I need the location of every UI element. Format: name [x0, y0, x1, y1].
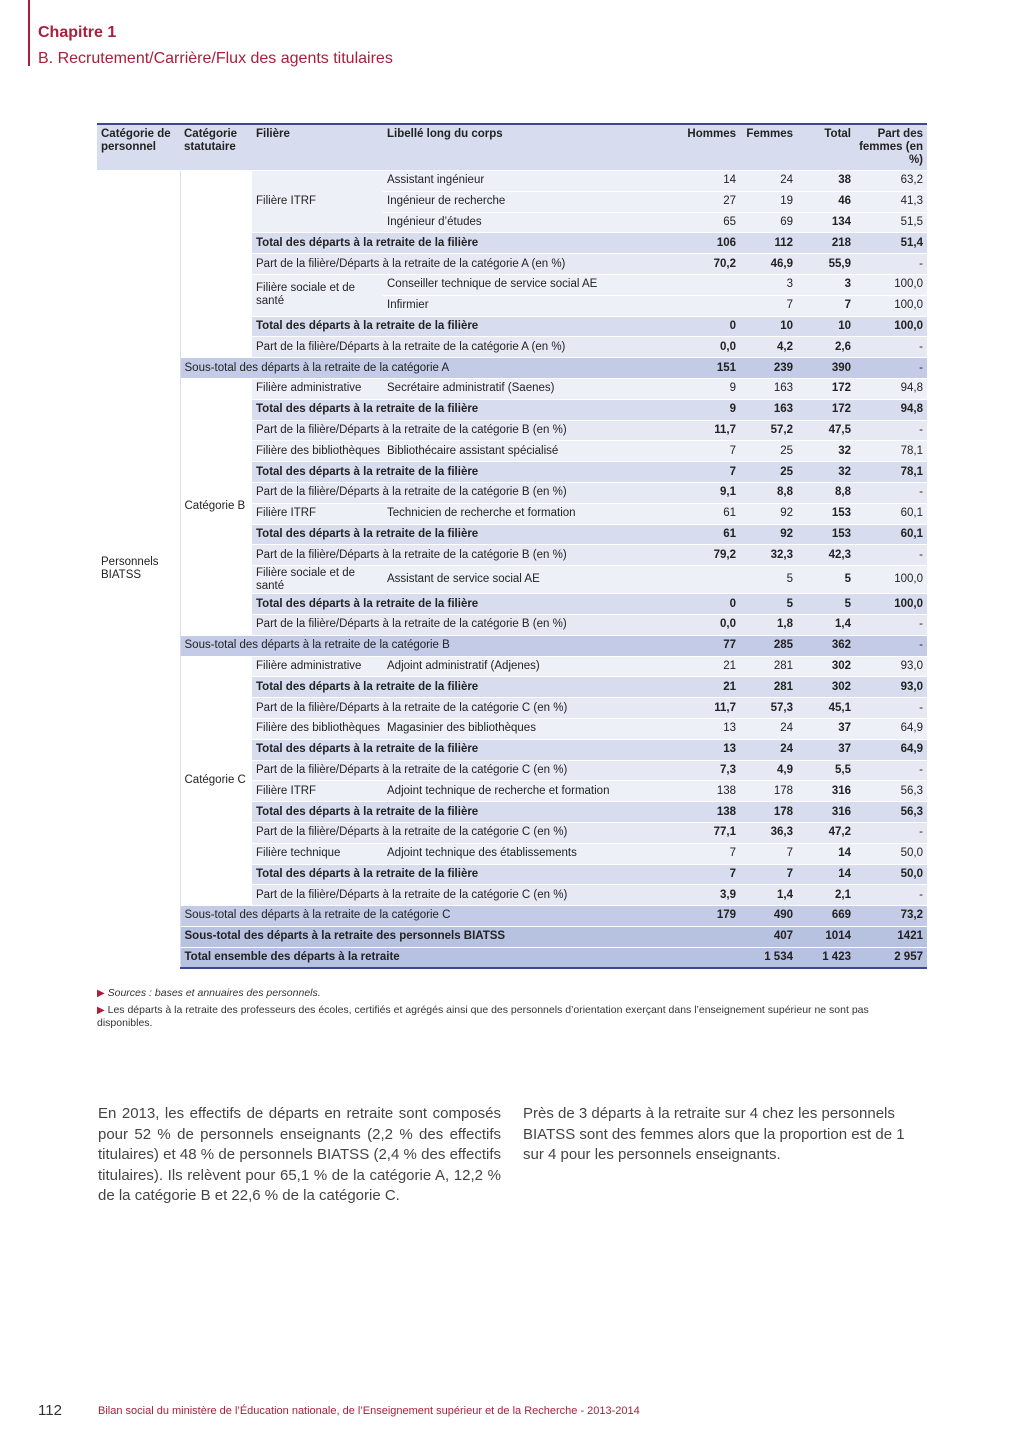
section-title: B. Recrutement/Carrière/Flux des agents titulaires [38, 50, 393, 67]
filiere-cell: Filière ITRF [252, 171, 383, 233]
table-row: Catégorie B Filière administrative Secrétaire administratif (Saenes) 9 163 172 94,8 [97, 378, 927, 399]
filiere-total-row: Total des départs à la retraite de la filière 0 5 5 100,0 [97, 594, 927, 615]
filiere-total-row: Total des départs à la retraite de la filière 9 163 172 94,8 [97, 399, 927, 420]
filiere-total-row: Total des départs à la retraite de la filière 7 7 14 50,0 [97, 864, 927, 885]
filiere-share-row: Part de la filière/Départs à la retraite de la catégorie C (en %) 11,7 57,3 45,1 - [97, 698, 927, 719]
body-paragraph-left: En 2013, les effectifs de départs en retraite sont composés pour 52 % de personnels enseignants (2,2 % des effectifs titulaires) et 48 % de personnels BIATSS (2,4 % des effectifs titulaires). Ils relèvent pour 65,1 % de la catégorie A, 12,2 % de la catégorie B et 22,6 % de la catégorie C. [98, 1105, 501, 1204]
page-number: 112 [38, 1402, 62, 1419]
table-row: Filière technique Adjoint technique des établissements 7 7 14 50,0 [97, 843, 927, 864]
personnel-category: Personnels BIATSS [97, 171, 180, 968]
availability-note: ▶ Les départs à la retraite des professeurs des écoles, certifiés et agrégés ainsi que des personnels d’orientation exerçant dans l’enseignement supérieur ne sont pas disponibles. [97, 1004, 869, 1029]
col-header: Catégorie statutaire [180, 124, 252, 171]
footer-text: Bilan social du ministère de l’Éducation nationale, de l’Enseignement supérieur et de la Recherche - 2013-2014 [98, 1405, 640, 1417]
filiere-total-row: Total des départs à la retraite de la filière 0 10 10 100,0 [97, 316, 927, 337]
col-header: Libellé long du corps [383, 124, 678, 171]
table-row: Ingénieur de recherche 27 19 46 41,3 [97, 191, 927, 212]
subtotal-biatss-row: Sous-total des départs à la retraite des personnels BIATSS 407 1014 1421 [97, 926, 927, 947]
table-row: Personnels BIATSS Filière ITRF Assistant ingénieur 14 24 38 63,2 [97, 171, 927, 192]
filiere-total-row: Total des départs à la retraite de la filière 106 112 218 51,4 [97, 233, 927, 254]
filiere-share-row: Part de la filière/Départs à la retraite de la catégorie B (en %) 79,2 32,3 42,3 - [97, 545, 927, 566]
corps-cell: Assistant ingénieur [383, 171, 678, 192]
table-row: Ingénieur d’études 65 69 134 51,5 [97, 212, 927, 233]
chapter-title: Chapitre 1 [38, 24, 117, 41]
filiere-total-row: Total des départs à la retraite de la filière 21 281 302 93,0 [97, 677, 927, 698]
subtotal-row-b: Sous-total des départs à la retraite de la catégorie B 77 285 362 - [97, 635, 927, 656]
filiere-share-row: Part de la filière/Départs à la retraite de la catégorie C (en %) 3,9 1,4 2,1 - [97, 885, 927, 906]
filiere-total-row: Total des départs à la retraite de la filière 13 24 37 64,9 [97, 739, 927, 760]
subtotal-row-c: Sous-total des départs à la retraite de la catégorie C 179 490 669 73,2 [97, 906, 927, 927]
triangle-bullet-icon: ▶ [97, 988, 105, 999]
filiere-share-row: Part de la filière/Départs à la retraite de la catégorie C (en %) 77,1 36,3 47,2 - [97, 822, 927, 843]
filiere-share-row: Part de la filière/Départs à la retraite de la catégorie A (en %) 70,2 46,9 55,9 - [97, 254, 927, 275]
col-header: Femmes [740, 124, 797, 171]
table-row: Filière ITRF Technicien de recherche et formation 61 92 153 60,1 [97, 503, 927, 524]
col-header: Part des femmes (en %) [855, 124, 927, 171]
table-row: Catégorie C Filière administrative Adjoint administratif (Adjenes) 21 281 302 93,0 [97, 656, 927, 677]
retirement-table [97, 123, 927, 969]
table-row: Filière des bibliothèques Bibliothécaire assistant spécialisé 7 25 32 78,1 [97, 441, 927, 462]
table-notes [97, 987, 927, 1033]
body-paragraph-right: Près de 3 départs à la retraite sur 4 chez les personnels BIATSS sont des femmes alors que la proportion est de 1 sur 4 pour les personnels enseignants. [523, 1105, 905, 1163]
filiere-share-row: Part de la filière/Départs à la retraite de la catégorie B (en %) 0,0 1,8 1,4 - [97, 614, 927, 635]
filiere-cell: Filière sociale et de santé [252, 274, 383, 316]
grand-total-row: Total ensemble des départs à la retraite 1 534 1 423 2 957 [97, 947, 927, 968]
table-row: Filière ITRF Adjoint technique de recherche et formation 138 178 316 56,3 [97, 781, 927, 802]
filiere-total-row: Total des départs à la retraite de la filière 138 178 316 56,3 [97, 802, 927, 823]
sources-note: ▶ Sources : bases et annuaires des personnels. [97, 987, 321, 999]
filiere-share-row: Part de la filière/Départs à la retraite de la catégorie C (en %) 7,3 4,9 5,5 - [97, 760, 927, 781]
table-header-row [97, 124, 927, 171]
statutory-category: Catégorie B [180, 378, 252, 635]
col-header: Total [797, 124, 855, 171]
subtotal-row-a: Sous-total des départs à la retraite de la catégorie A 151 239 390 - [97, 358, 927, 379]
filiere-share-row: Part de la filière/Départs à la retraite de la catégorie A (en %) 0,0 4,2 2,6 - [97, 337, 927, 358]
statutory-category: Catégorie C [180, 656, 252, 906]
col-header: Filière [252, 124, 383, 171]
filiere-share-row: Part de la filière/Départs à la retraite de la catégorie B (en %) 11,7 57,2 47,5 - [97, 420, 927, 441]
table-row: Filière des bibliothèques Magasinier des bibliothèques 13 24 37 64,9 [97, 718, 927, 739]
filiere-total-row: Total des départs à la retraite de la filière 7 25 32 78,1 [97, 462, 927, 483]
table-row: Infirmier 7 7 100,0 [97, 295, 927, 316]
chapter-accent-bar [28, 0, 30, 66]
triangle-bullet-icon: ▶ [97, 1005, 105, 1016]
table-row: Filière sociale et de santé Assistant de service social AE 5 5 100,0 [97, 566, 927, 594]
col-header: Hommes [678, 124, 740, 171]
filiere-share-row: Part de la filière/Départs à la retraite de la catégorie B (en %) 9,1 8,8 8,8 - [97, 482, 927, 503]
filiere-total-row: Total des départs à la retraite de la filière 61 92 153 60,1 [97, 524, 927, 545]
table-row: Filière sociale et de santé Conseiller technique de service social AE 3 3 100,0 [97, 274, 927, 295]
col-header: Catégorie de personnel [97, 124, 180, 171]
